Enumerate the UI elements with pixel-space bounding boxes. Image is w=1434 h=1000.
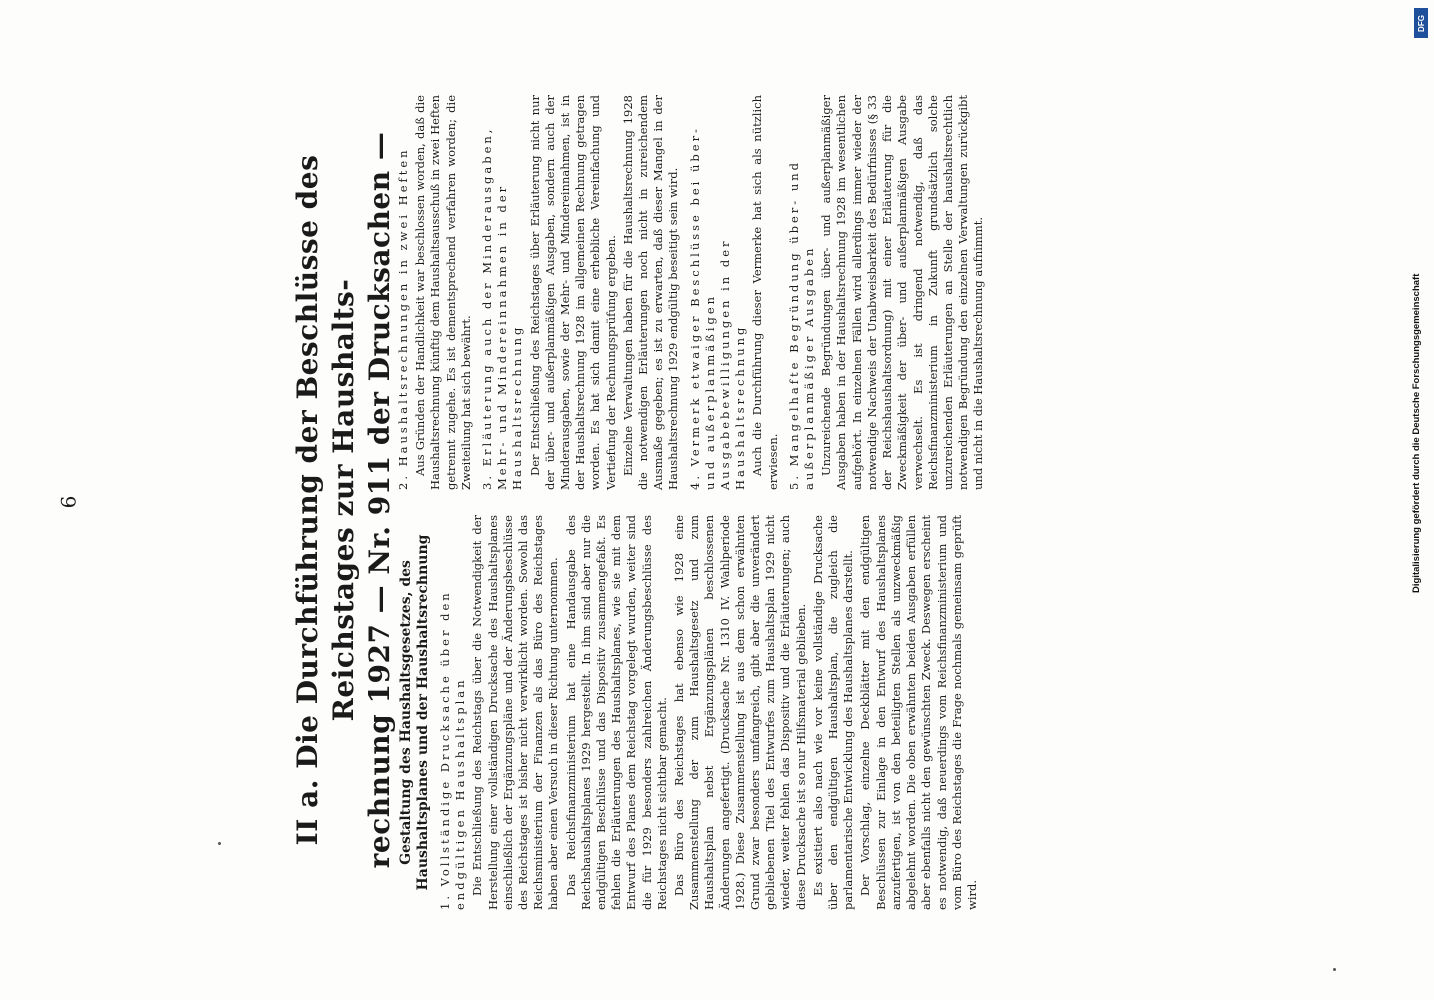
rotated-document [290, 90, 1290, 910]
title-line-2: rechnung 1927 — Nr. 911 der Drucksachen — [363, 131, 396, 869]
page-number: 6 [56, 495, 81, 509]
paragraph: Die Entschließung des Reichstags über die Notwendigkeit der Herstellung einer vollständigen Drucksache des Haushaltsplanes einschließlich der Ergänzungspläne und der Änderungsbeschlüsse des Reichstages ist bisher nicht verwirklicht worden. Sowohl das Reichsministerium der Finanzen als das Büro des Reichstages haben aber einen Versuch in dieser Richtung unternommen. [470, 515, 561, 910]
right-column [390, 95, 1270, 490]
dfg-credit: Digitalisierung gefördert durch die Deutsche Forschungsgemeinschaft [1411, 273, 1422, 593]
section-3-title: 3. Erläuterung auch der Minderausgaben, Mehr- und Mindereinnahmen in der Haushaltsrechnung [480, 126, 525, 490]
paragraph: Unzureichende Begründungen über- und außerplanmäßiger Ausgaben haben in der Haushaltsrechnung 1928 im wesentlichen aufgehört. In einzelnen Fällen wird allerdings immer wieder der notwendige Nachweis der Unabweisbarkeit des Bedürfnisses (§ 33 der Reichshaushaltsordnung) mit einer Erläuterung für die Zweckmäßigkeit der über- und außerplanmäßigen Ausgabe verwechselt. Es ist dringend notwendig, daß das Reichsfinanzministerium in Zukunft grundsätzlich solche unzureichenden Erläuterungen an Stelle der haushaltsrechtlich notwendigen Begründung den einzelnen Verwaltungen zurückgibt und nicht in die Haushaltsrechnung aufnimmt. [819, 95, 986, 490]
left-column [390, 515, 1270, 910]
paragraph: Das Reichsfinanzministerium hat eine Handausgabe des Reichshaushaltsplanes 1929 hergestellt. In ihm sind aber nur die endgültigen Beschlüsse und das Dispositiv zusammengefaßt. Es fehlen die Erläuterungen des Haushaltsplanes, wie sie mit dem Entwurf des Planes dem Reichstag vorgelegt wurden, weiter sind die für 1929 besonders zahlreichen Änderungsbeschlüsse des Reichstages nicht sichtbar gemacht. [563, 515, 669, 910]
dfg-logo-text: DFG [1416, 14, 1426, 32]
paragraph: Der Entschließung des Reichstages über Erläuterung nicht nur der über- und außerplanmäßigen Ausgaben, sondern auch der Minderausgaben, sowie der Mehr- und Mindereinnahmen, ist in der Haushaltsrechnung 1928 im allgemeinen Rechnung getragen worden. Es hat sich damit eine erhebliche Vereinfachung und Vertiefung der Rechnungsprüfung ergeben. [527, 95, 618, 490]
section-2-title: 2. Haushaltsrechnungen in zwei Heften [396, 147, 410, 490]
paragraph: Aus Gründen der Handlichkeit war beschlossen worden, daß die Haushaltsrechnung künftig dem Haushaltsausschuß in zwei Heften getrennt zugehe. Es ist dementsprechend verfahren worden; die Zweiteilung hat sich bewährt. [413, 95, 473, 490]
digitization-sidebar [1410, 0, 1434, 1000]
section-4-title: 4. Vermerk etwaiger Beschlüsse bei über- und außerplanmäßigen Ausgabebewilligungen in der Haushaltsrechnung [687, 126, 748, 490]
section-1-title: 1. Vollständige Drucksache über den endgültigen Haushaltsplan [438, 590, 468, 910]
paragraph: Das Büro des Reichstages hat ebenso wie 1928 eine Zusammenstellung der zum Haushaltsgesetz und zum Haushaltsplan nebst Ergänzungsplänen beschlossenen Änderungen angefertigt. (Drucksache Nr. 1310 IV. Wahlperiode 1928.) Diese Zusammenstellung ist aus dem schon erwähnten Grund zwar besonders umfangreich, gibt aber die unverändert gebliebenen Titel des Entwurfes zum Haushaltsplan 1929 nicht wieder, weiter fehlen das Dispositiv und die Erläuterungen; auch diese Drucksache ist so nur Hilfsmaterial geblieben. [672, 515, 808, 910]
paragraph: Auch die Durchführung dieser Vermerke hat sich als nützlich erwiesen. [750, 95, 780, 490]
section-heading: Gestaltung des Haushaltsgesetzes, des Haushaltsplanes und der Haushaltsrechnung [398, 534, 431, 891]
document-title [290, 90, 396, 910]
section-5-title: 5. Mangelhafte Begründung über- und außerplanmäßiger Ausgaben [786, 159, 817, 490]
title-line-1: II a. Die Durchführung der Beschlüsse des Reichstages zur Haushalts- [291, 154, 360, 846]
scan-speck [218, 842, 221, 845]
paragraph: Einzelne Verwaltungen haben für die Haushaltsrechnung 1928 die notwendigen Erläuterungen noch nicht in zureichendem Ausmaße gegeben; es ist zu erwarten, daß dieser Mangel in der Haushaltsrechnung 1929 endgültig beseitigt sein wird. [620, 95, 681, 490]
dfg-logo [1414, 8, 1428, 38]
paragraph: Der Vorschlag, einzelne Deckblätter mit den endgültigen Beschlüssen zur Einlage in den Entwurf des Haushaltsplanes anzufertigen, ist von den beteiligten Stellen als unzweckmäßig abgelehnt worden. Die oben erwähnten beiden Ausgaben erfüllen aber ebenfalls nicht den gewünschten Zweck. Deswegen erscheint es notwendig, daß neuerdings vom Reichsfinanzministerium und vom Büro des Reichstages die Frage nochmals gemeinsam geprüft wird. [858, 515, 979, 910]
paragraph: Es existiert also nach wie vor keine vollständige Drucksache über den endgültigen Haushaltsplan, die zugleich die parlamentarische Entwicklung des Haushaltsplanes darstellt. [810, 515, 856, 910]
scan-speck [1333, 968, 1336, 971]
